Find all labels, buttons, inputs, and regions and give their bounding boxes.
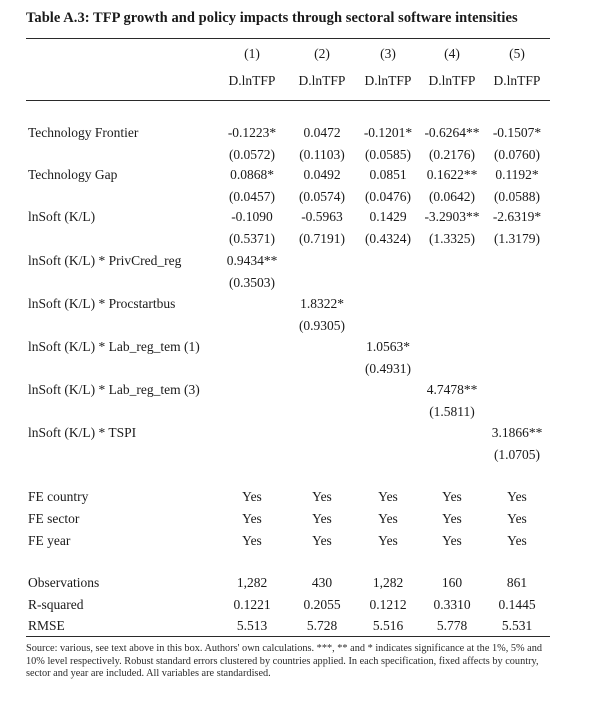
stat-value: 1,282 bbox=[372, 575, 404, 590]
fe-value: Yes bbox=[242, 489, 262, 504]
coefficient: -0.1201* bbox=[363, 125, 413, 140]
standard-error: (1.3325) bbox=[428, 231, 476, 246]
stat-label: Observations bbox=[28, 575, 100, 590]
stat-value: 0.1212 bbox=[369, 597, 407, 612]
fe-label: FE country bbox=[28, 489, 89, 504]
fe-value: Yes bbox=[442, 533, 462, 548]
standard-error: (1.0705) bbox=[493, 447, 541, 462]
stat-value: 5.728 bbox=[306, 618, 338, 633]
standard-error: (0.4324) bbox=[364, 231, 412, 246]
row-label: lnSoft (K/L) * PrivCred_reg bbox=[28, 253, 182, 268]
standard-error: (0.0574) bbox=[298, 189, 346, 204]
standard-error: (1.5811) bbox=[429, 404, 475, 419]
standard-error: (0.0760) bbox=[493, 147, 541, 162]
row-label: lnSoft (K/L) bbox=[28, 209, 96, 224]
column-depvar: D.lnTFP bbox=[298, 73, 346, 88]
column-number: (4) bbox=[444, 46, 460, 61]
column-depvar: D.lnTFP bbox=[493, 73, 541, 88]
column-depvar: D.lnTFP bbox=[364, 73, 412, 88]
fe-value: Yes bbox=[242, 533, 262, 548]
fe-value: Yes bbox=[312, 511, 332, 526]
coefficient: -0.1090 bbox=[231, 209, 273, 224]
coefficient: 1.0563* bbox=[366, 339, 410, 354]
coefficient: 0.1192* bbox=[495, 167, 539, 182]
stat-value: 0.1445 bbox=[498, 597, 536, 612]
coefficient: -0.1507* bbox=[492, 125, 542, 140]
fe-label: FE year bbox=[28, 533, 71, 548]
coefficient: 4.7478** bbox=[426, 382, 478, 397]
row-label: Technology Gap bbox=[28, 167, 118, 182]
header-rule bbox=[26, 100, 550, 101]
standard-error: (0.0476) bbox=[364, 189, 412, 204]
standard-error: (0.0588) bbox=[493, 189, 541, 204]
fe-value: Yes bbox=[378, 533, 398, 548]
standard-error: (0.2176) bbox=[428, 147, 476, 162]
top-rule bbox=[26, 38, 550, 39]
standard-error: (0.9305) bbox=[298, 318, 346, 333]
coefficient: 0.0492 bbox=[303, 167, 341, 182]
fe-value: Yes bbox=[378, 511, 398, 526]
coefficient: 0.0851 bbox=[369, 167, 407, 182]
standard-error: (0.0585) bbox=[364, 147, 412, 162]
coefficient: 3.1866** bbox=[491, 425, 543, 440]
row-label: lnSoft (K/L) * Lab_reg_tem (3) bbox=[28, 382, 200, 397]
stat-value: 1,282 bbox=[236, 575, 268, 590]
fe-value: Yes bbox=[442, 511, 462, 526]
stat-value: 5.516 bbox=[372, 618, 404, 633]
stat-value: 5.531 bbox=[501, 618, 533, 633]
table-title: Table A.3: TFP growth and policy impacts through sectoral software intensities bbox=[26, 10, 518, 26]
coefficient: -3.2903** bbox=[424, 209, 480, 224]
fe-label: FE sector bbox=[28, 511, 80, 526]
coefficient: 1.8322* bbox=[300, 296, 344, 311]
column-number: (5) bbox=[509, 46, 525, 61]
stat-value: 430 bbox=[311, 575, 333, 590]
column-depvar: D.lnTFP bbox=[428, 73, 476, 88]
fe-value: Yes bbox=[507, 533, 527, 548]
coefficient: 0.1622** bbox=[426, 167, 478, 182]
standard-error: (0.1103) bbox=[299, 147, 345, 162]
row-label: Technology Frontier bbox=[28, 125, 139, 140]
standard-error: (0.0572) bbox=[228, 147, 276, 162]
coefficient: 0.0472 bbox=[303, 125, 341, 140]
standard-error: (0.0457) bbox=[228, 189, 276, 204]
stat-label: R-squared bbox=[28, 597, 84, 612]
stat-value: 0.2055 bbox=[303, 597, 341, 612]
stat-value: 0.3310 bbox=[433, 597, 471, 612]
column-number: (3) bbox=[380, 46, 396, 61]
standard-error: (0.3503) bbox=[228, 275, 276, 290]
standard-error: (0.5371) bbox=[228, 231, 276, 246]
standard-error: (0.7191) bbox=[298, 231, 346, 246]
bottom-rule bbox=[26, 636, 550, 637]
standard-error: (0.4931) bbox=[364, 361, 412, 376]
stat-value: 861 bbox=[506, 575, 528, 590]
standard-error: (0.0642) bbox=[428, 189, 476, 204]
coefficient: -2.6319* bbox=[492, 209, 542, 224]
coefficient: 0.9434** bbox=[226, 253, 278, 268]
fe-value: Yes bbox=[242, 511, 262, 526]
stat-value: 160 bbox=[441, 575, 463, 590]
row-label: lnSoft (K/L) * Lab_reg_tem (1) bbox=[28, 339, 200, 354]
column-depvar: D.lnTFP bbox=[228, 73, 276, 88]
table-note: Source: various, see text above in this box. Authors' own calculations. ***, ** and * indicates significance at the 1%, 5% and 10% level respectively. Robust standard errors clustered by countries applied. In each specification, fixed affects by country, sector and year are included. All variables are standardised. bbox=[26, 643, 543, 680]
fe-value: Yes bbox=[378, 489, 398, 504]
stat-label: RMSE bbox=[28, 618, 65, 633]
coefficient: 0.1429 bbox=[369, 209, 407, 224]
standard-error: (1.3179) bbox=[493, 231, 541, 246]
row-label: lnSoft (K/L) * TSPI bbox=[28, 425, 137, 440]
stat-value: 5.778 bbox=[436, 618, 468, 633]
column-number: (2) bbox=[314, 46, 330, 61]
coefficient: 0.0868* bbox=[230, 167, 274, 182]
stat-value: 5.513 bbox=[236, 618, 268, 633]
coefficient: -0.5963 bbox=[301, 209, 343, 224]
fe-value: Yes bbox=[507, 489, 527, 504]
fe-value: Yes bbox=[507, 511, 527, 526]
fe-value: Yes bbox=[442, 489, 462, 504]
coefficient: -0.1223* bbox=[227, 125, 277, 140]
coefficient: -0.6264** bbox=[424, 125, 480, 140]
fe-value: Yes bbox=[312, 533, 332, 548]
column-number: (1) bbox=[244, 46, 260, 61]
row-label: lnSoft (K/L) * Procstartbus bbox=[28, 296, 176, 311]
stat-value: 0.1221 bbox=[233, 597, 271, 612]
fe-value: Yes bbox=[312, 489, 332, 504]
